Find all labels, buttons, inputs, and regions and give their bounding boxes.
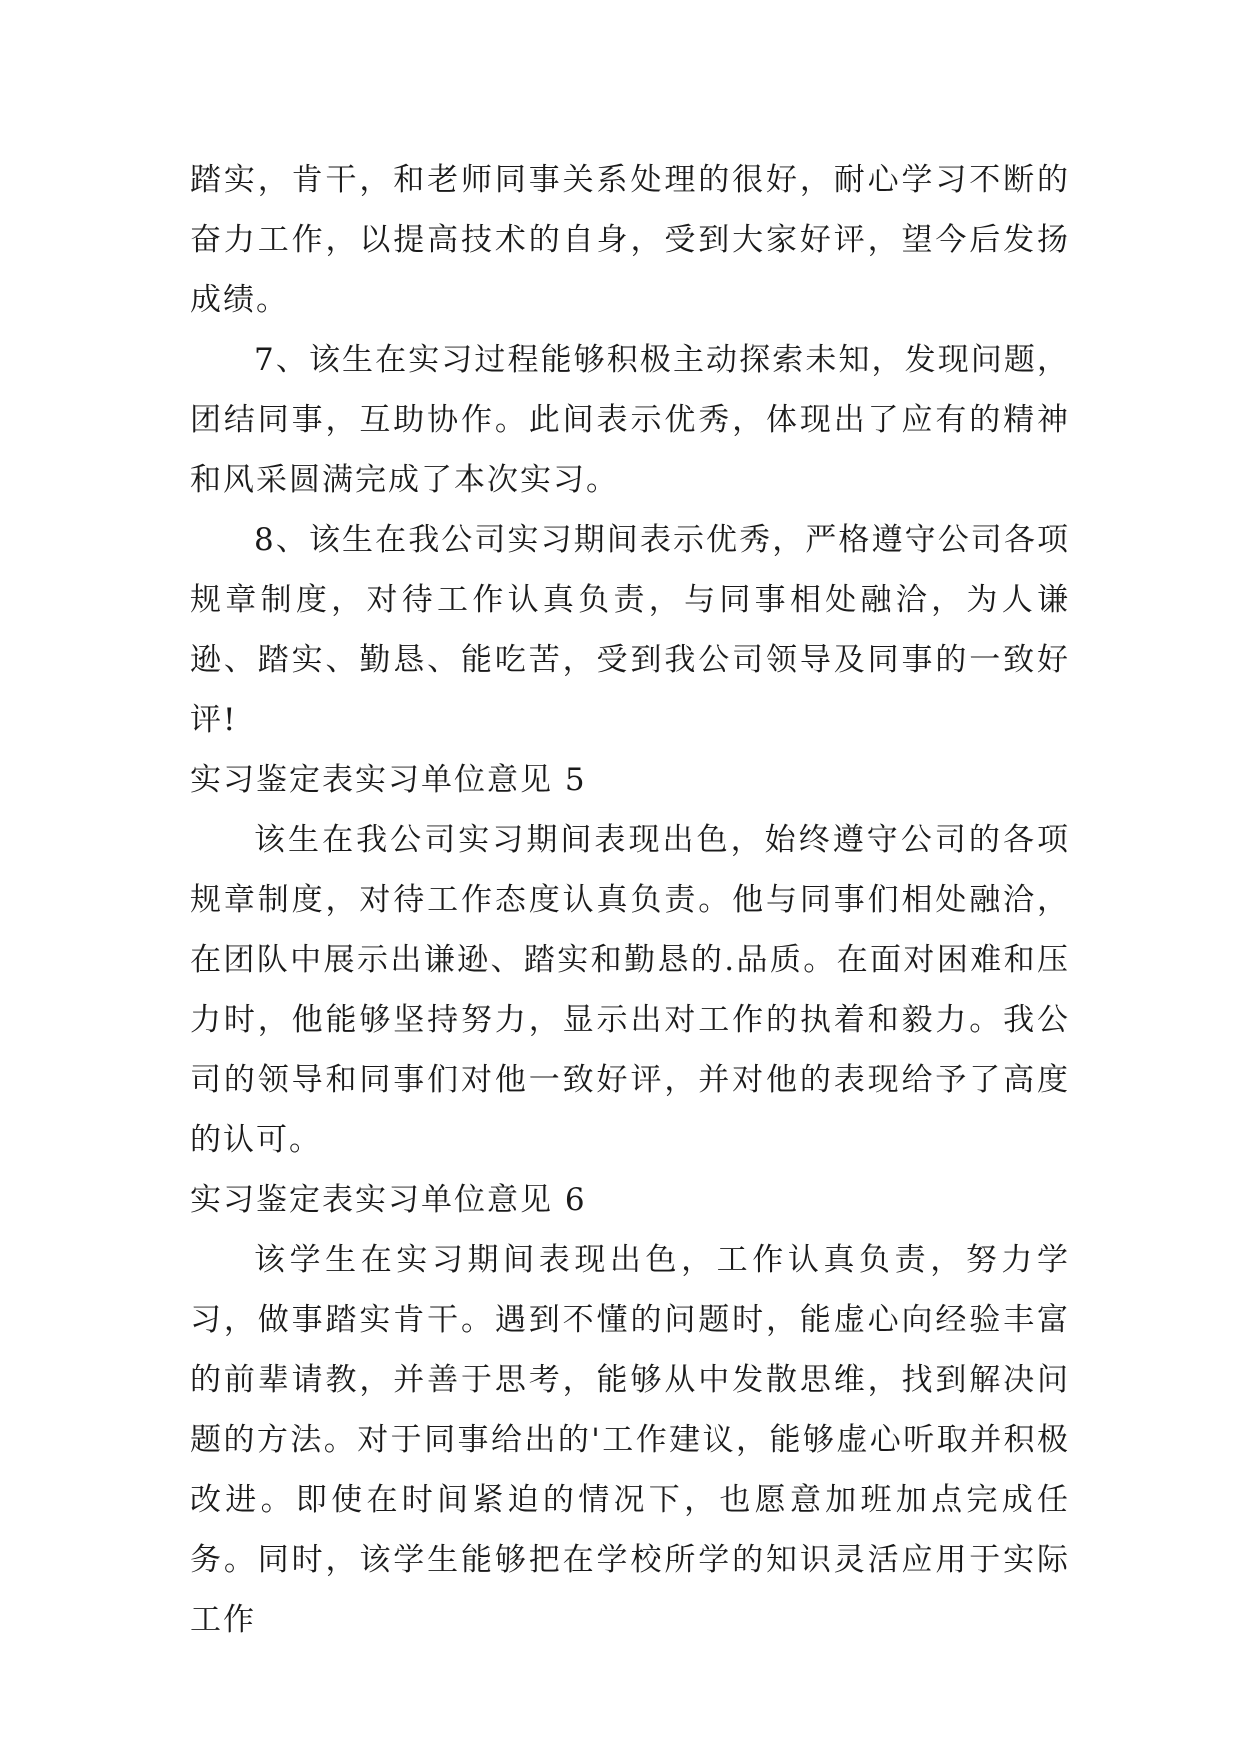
paragraph-item-8: 8、该生在我公司实习期间表示优秀，严格遵守公司各项规章制度，对待工作认真负责，与同事相处融洽，为人谦逊、踏实、勤恳、能吃苦，受到我公司领导及同事的一致好评!: [190, 522, 1070, 738]
paragraph-item-7: 7、该生在实习过程能够积极主动探索未知，发现问题，团结同事，互助协作。此间表示优秀，体现出了应有的精神和风采圆满完成了本次实习。: [190, 342, 1070, 498]
paragraph-section-5: 该生在我公司实习期间表现出色，始终遵守公司的各项规章制度，对待工作态度认真负责。他与同事们相处融洽，在团队中展示出谦逊、踏实和勤恳的.品质。在面对困难和压力时，他能够坚持努力，显示出对工作的执着和毅力。我公司的领导和同事们对他一致好评，并对他的表现给予了高度的认可。: [190, 822, 1070, 1158]
paragraph-continued: 踏实，肯干，和老师同事关系处理的很好，耐心学习不断的奋力工作，以提高技术的自身，受到大家好评，望今后发扬成绩。: [190, 162, 1070, 318]
section-heading-5: 实习鉴定表实习单位意见 5: [190, 762, 587, 798]
paragraph-section-6: 该学生在实习期间表现出色，工作认真负责，努力学习，做事踏实肯干。遇到不懂的问题时，能虚心向经验丰富的前辈请教，并善于思考，能够从中发散思维，找到解决问题的方法。对于同事给出的'工作建议，能够虚心听取并积极改进。即使在时间紧迫的情况下，也愿意加班加点完成任务。同时，该学生能够把在学校所学的知识灵活应用于实际工作: [190, 1242, 1070, 1638]
document-body: [190, 150, 1070, 1650]
section-heading-6: 实习鉴定表实习单位意见 6: [190, 1182, 587, 1218]
